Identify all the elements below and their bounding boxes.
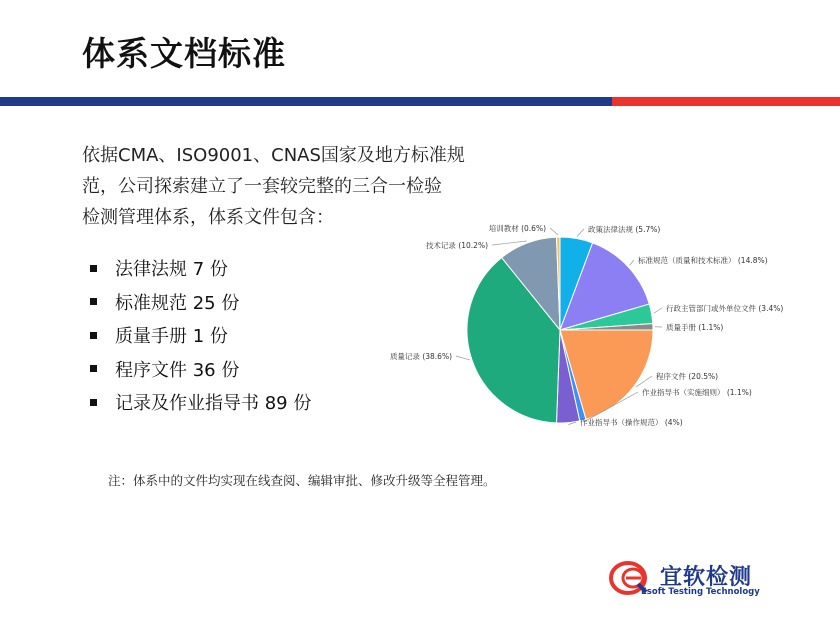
pie-slice-label: 标准规范（质量和技术标准） (14.8%) [638, 256, 768, 265]
square-bullet-icon [90, 298, 97, 305]
list-item-label: 程序文件 36 份 [115, 359, 240, 381]
company-logo [608, 556, 778, 606]
list-item [90, 357, 311, 391]
pie-slice-label: 行政主管部门或外单位文件 (3.4%) [666, 304, 784, 313]
square-bullet-icon [90, 399, 97, 406]
square-bullet-icon [90, 365, 97, 372]
pie-slice-label: 作业指导书（实施细则） (1.1%) [642, 388, 752, 397]
header-divider-blue [0, 97, 620, 106]
pie-leader-line [577, 229, 584, 237]
pie-slice-label: 培训教材 (0.6%) [488, 224, 546, 233]
logo-tagline: Esoft Testing Technology [641, 587, 760, 597]
list-item-label: 记录及作业指导书 89 份 [115, 393, 312, 414]
pie-leader-line [630, 260, 634, 265]
list-item-label: 质量手册 1 份 [115, 326, 228, 347]
document-list [90, 256, 311, 424]
intro-line: 范，公司探索建立了一套较完整的三合一检验 [82, 176, 442, 197]
list-item-label: 法律法规 7 份 [115, 259, 228, 280]
logo-brand-text: 宜软检测 [660, 565, 753, 590]
header-divider-red [612, 97, 840, 106]
intro-line: 依据CMA、ISO9001、CNAS国家及地方标准规 [82, 145, 465, 166]
list-item [90, 290, 311, 324]
pie-slice-label: 技术记录 (10.2%) [425, 241, 488, 250]
pie-leader-line [550, 228, 558, 235]
pie-slice-label: 程序文件 (20.5%) [656, 372, 719, 381]
pie-chart-svg [370, 215, 840, 440]
page-title: 体系文档标准 [82, 34, 286, 73]
list-item [90, 256, 311, 290]
footnote: 注：体系中的文件均实现在线查阅、编辑审批、修改升级等全程管理。 [108, 473, 496, 488]
list-item [90, 323, 311, 357]
pie-leader-line [456, 356, 470, 360]
square-bullet-icon [90, 332, 97, 339]
intro-line: 检测管理体系，体系文件包含： [82, 207, 334, 228]
list-item [90, 390, 311, 424]
document-pie-chart [370, 215, 840, 440]
pie-slice-label: 质量手册 (1.1%) [666, 323, 724, 332]
pie-slice-label: 质量记录 (38.6%) [389, 352, 452, 361]
pie-slice-label: 作业指导书（操作规范） (4%) [580, 418, 683, 427]
list-item-label: 标准规范 25 份 [115, 292, 240, 314]
pie-leader-line [492, 241, 527, 245]
pie-slice-label: 政策法律法规 (5.7%) [588, 225, 661, 234]
pie-leader-line [654, 308, 662, 313]
square-bullet-icon [90, 265, 97, 272]
